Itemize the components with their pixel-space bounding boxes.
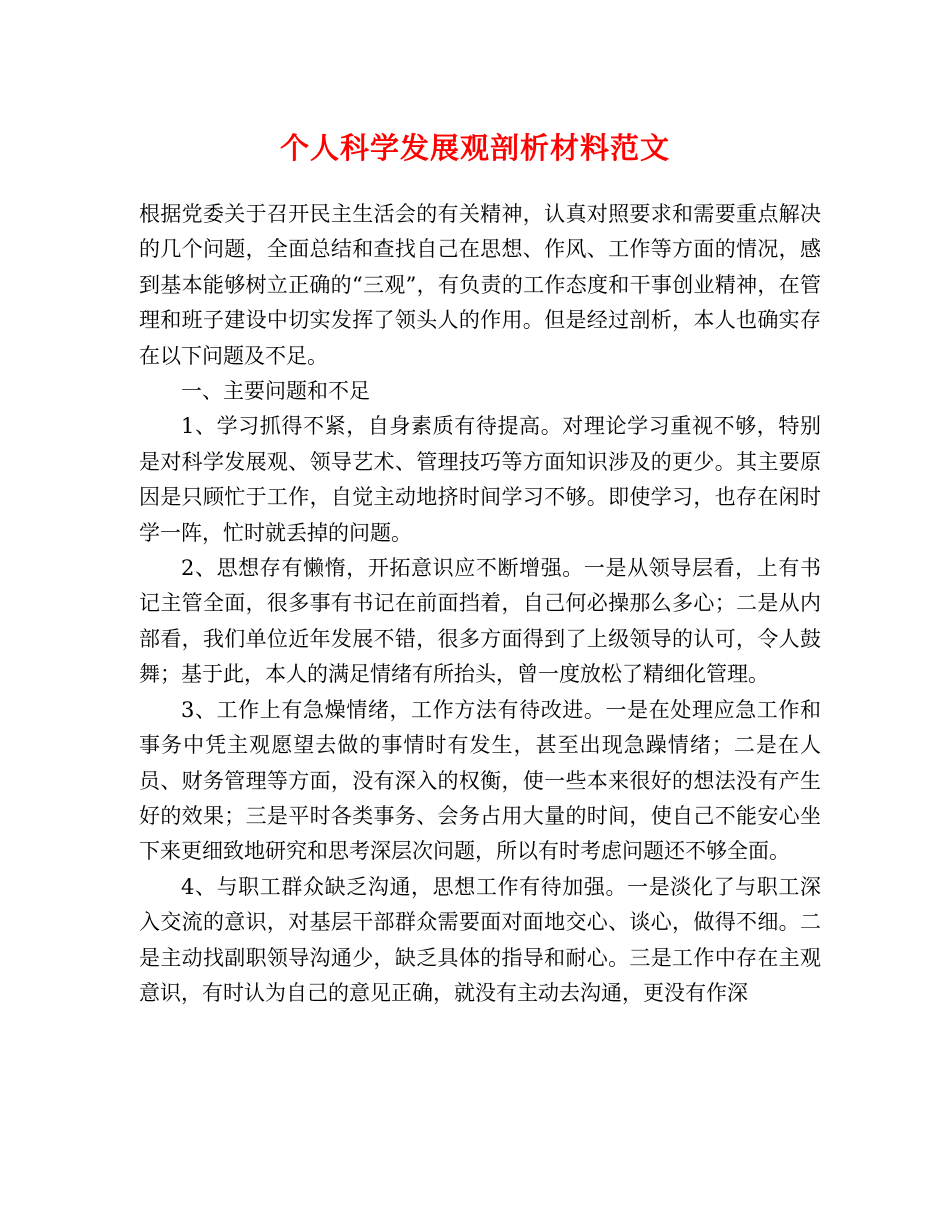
section-heading: 一、主要问题和不足	[181, 379, 370, 404]
paragraph-item-3: 3、工作上有急燥情绪，工作方法有待改进。一是在处理应急工作和事务中凭主观愿望去做的事情时有发生，甚至出现急躁情绪；二是在人员、财务管理等方面，没有深入的权衡，使一些本来很好的想法没有产生好的效果；三是平时各类事务、会务占用大量的时间，使自己不能安心坐下来更细致地研究和思考深层次问题，所以有时考虑问题还不够全面。	[139, 697, 821, 864]
paragraph-intro: 根据党委关于召开民主生活会的有关精神，认真对照要求和需要重点解决的几个问题，全面总结和查找自己在思想、作风、工作等方面的情况，感到基本能够树立正确的“三观”，有负责的工作态度和干事创业精神，在管理和班子建设中切实发挥了领头人的作用。但是经过剖析，本人也确实存在以下问题及不足。	[139, 202, 821, 368]
paragraph-item-2: 2、思想存有懒惰，开拓意识应不断增强。一是从领导层看，上有书记主管全面，很多事有书记在前面挡着，自己何必操那么多心；二是从内部看，我们单位近年发展不错，很多方面得到了上级领导的认可，令人鼓舞；基于此，本人的满足情绪有所抬头，曾一度放松了精细化管理。	[139, 556, 821, 687]
document-body	[139, 197, 821, 1011]
document-title: 个人科学发展观剖析材料范文	[279, 131, 670, 165]
paragraph-item-1: 1、学习抓得不紧，自身素质有待提高。对理论学习重视不够，特别是对科学发展观、领导艺术、管理技巧等方面知识涉及的更少。其主要原因是只顾忙于工作，自觉主动地挤时间学习不够。即使学习，也存在闲时学一阵，忙时就丢掉的问题。	[139, 414, 821, 545]
paragraph-item-4: 4、与职工群众缺乏沟通，思想工作有待加强。一是淡化了与职工深入交流的意识，对基层干部群众需要面对面地交心、谈心，做得不细。二是主动找副职领导沟通少，缺乏具体的指导和耐心。三是工作中存在主观意识，有时认为自己的意见正确，就没有主动去沟通，更没有作深	[139, 874, 821, 1005]
